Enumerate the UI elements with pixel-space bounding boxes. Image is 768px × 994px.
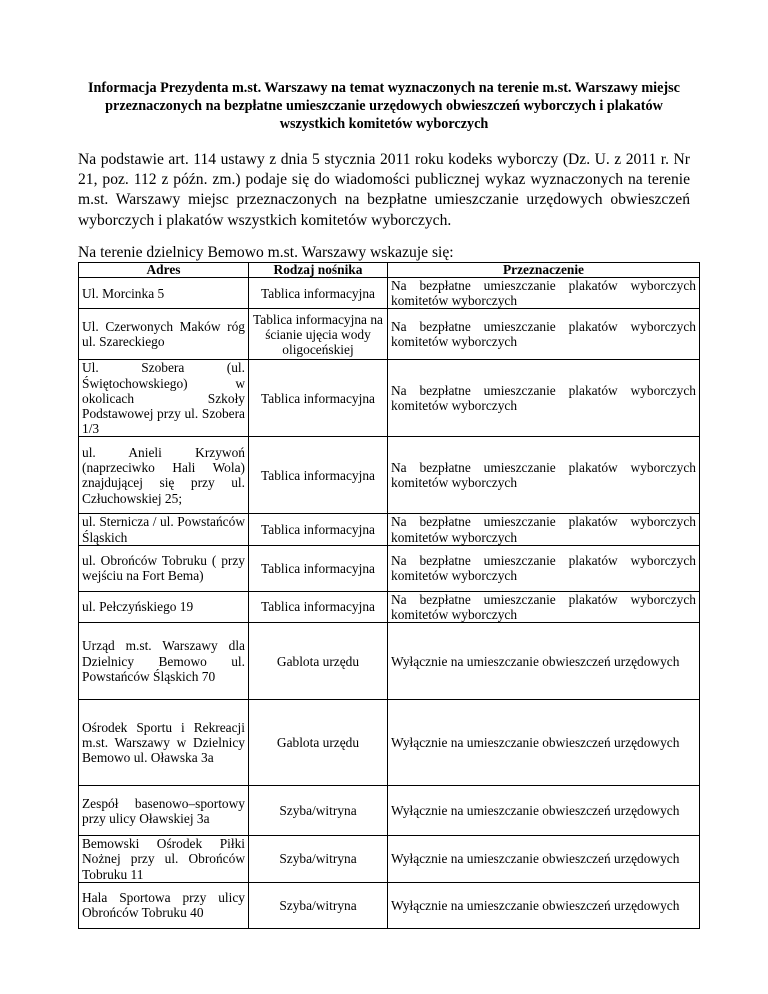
cell-adres: ul. Anieli Krzywoń (naprzeciwko Hali Wola) znajdującej się przy ul. Człuchowskiej 25;: [79, 437, 249, 514]
cell-przeznaczenie: Na bezpłatne umieszczanie plakatów wyborczych komitetów wyborczych: [388, 437, 700, 514]
cell-adres: Ul. Szobera (ul. Świętochowskiego) w okolicach Szkoły Podstawowej przy ul. Szobera 1/3: [79, 360, 249, 437]
cell-adres: ul. Sternicza / ul. Powstańców Śląskich: [79, 514, 249, 545]
cell-rodzaj: Tablica informacyjna: [249, 545, 388, 591]
cell-rodzaj: Gablota urzędu: [249, 623, 388, 700]
cell-przeznaczenie: Na bezpłatne umieszczanie plakatów wyborczych komitetów wyborczych: [388, 591, 700, 622]
cell-adres: ul. Pełczyńskiego 19: [79, 591, 249, 622]
cell-przeznaczenie: Na bezpłatne umieszczanie plakatów wyborczych komitetów wyborczych: [388, 278, 700, 309]
cell-rodzaj: Szyba/witryna: [249, 882, 388, 928]
cell-adres: Ośrodek Sportu i Rekreacji m.st. Warszawy w Dzielnicy Bemowo ul. Oławska 3a: [79, 700, 249, 786]
document-title: Informacja Prezydenta m.st. Warszawy na temat wyznaczonych na terenie m.st. Warszawy miejsc przeznaczonych na bezpłatne umieszczanie urzędowych obwieszczeń wyborczych i plakatów wszystkich komitetów wyborczych: [88, 80, 680, 132]
table-row: [79, 437, 700, 514]
table-row: [79, 545, 700, 591]
cell-przeznaczenie: Wyłącznie na umieszczanie obwieszczeń urzędowych: [388, 836, 700, 883]
cell-rodzaj: Tablica informacyjna: [249, 278, 388, 309]
table-row: [79, 278, 700, 309]
cell-przeznaczenie: Wyłącznie na umieszczanie obwieszczeń urzędowych: [388, 786, 700, 836]
table-row: [79, 786, 700, 836]
table-row: [79, 882, 700, 928]
cell-przeznaczenie: Na bezpłatne umieszczanie plakatów wyborczych komitetów wyborczych: [388, 514, 700, 545]
cell-adres: Bemowski Ośrodek Piłki Nożnej przy ul. Obrońców Tobruku 11: [79, 836, 249, 883]
locations-table: [78, 262, 700, 929]
cell-rodzaj: Tablica informacyjna na ścianie ujęcia wody oligoceńskiej: [249, 309, 388, 360]
cell-rodzaj: Szyba/witryna: [249, 836, 388, 883]
cell-rodzaj: Tablica informacyjna: [249, 591, 388, 622]
cell-adres: Hala Sportowa przy ulicy Obrońców Tobruku 40: [79, 882, 249, 928]
table-row: [79, 309, 700, 360]
cell-adres: Ul. Czerwonych Maków róg ul. Szareckiego: [79, 309, 249, 360]
table-row: [79, 623, 700, 700]
cell-przeznaczenie: Na bezpłatne umieszczanie plakatów wyborczych komitetów wyborczych: [388, 545, 700, 591]
cell-przeznaczenie: Na bezpłatne umieszczanie plakatów wyborczych komitetów wyborczych: [388, 360, 700, 437]
cell-rodzaj: Tablica informacyjna: [249, 437, 388, 514]
cell-adres: Zespół basenowo–sportowy przy ulicy Oławskiej 3a: [79, 786, 249, 836]
table-row: [79, 700, 700, 786]
cell-rodzaj: Gablota urzędu: [249, 700, 388, 786]
cell-adres: Ul. Morcinka 5: [79, 278, 249, 309]
cell-przeznaczenie: Wyłącznie na umieszczanie obwieszczeń urzędowych: [388, 700, 700, 786]
table-row: [79, 360, 700, 437]
table-header-row: [79, 263, 700, 278]
cell-adres: Urząd m.st. Warszawy dla Dzielnicy Bemowo ul. Powstańców Śląskich 70: [79, 623, 249, 700]
district-lead-text: Na terenie dzielnicy Bemowo m.st. Warszawy wskazuje się:: [78, 244, 454, 261]
table-row: [79, 514, 700, 545]
cell-rodzaj: Tablica informacyjna: [249, 514, 388, 545]
cell-przeznaczenie: Wyłącznie na umieszczanie obwieszczeń urzędowych: [388, 623, 700, 700]
cell-rodzaj: Tablica informacyjna: [249, 360, 388, 437]
header-przeznaczenie: Przeznaczenie: [388, 263, 700, 278]
intro-paragraph: Na podstawie art. 114 ustawy z dnia 5 stycznia 2011 roku kodeks wyborczy (Dz. U. z 2011 r. Nr 21, poz. 112 z późn. zm.) podaje się do wiadomości publicznej wykaz wyznaczonych na terenie m.st. Warszawy miejsc przeznaczonych na bezpłatne umieszczanie urzędowych obwieszczeń wyborczych i plakatów wszystkich komitetów wyborczych.: [78, 151, 690, 229]
header-adres: Adres: [79, 263, 249, 278]
table-row: [79, 591, 700, 622]
cell-przeznaczenie: Wyłącznie na umieszczanie obwieszczeń urzędowych: [388, 882, 700, 928]
cell-adres: ul. Obrońców Tobruku ( przy wejściu na Fort Bema): [79, 545, 249, 591]
cell-rodzaj: Szyba/witryna: [249, 786, 388, 836]
table-row: [79, 836, 700, 883]
cell-przeznaczenie: Na bezpłatne umieszczanie plakatów wyborczych komitetów wyborczych: [388, 309, 700, 360]
header-rodzaj-nosnika: Rodzaj nośnika: [249, 263, 388, 278]
